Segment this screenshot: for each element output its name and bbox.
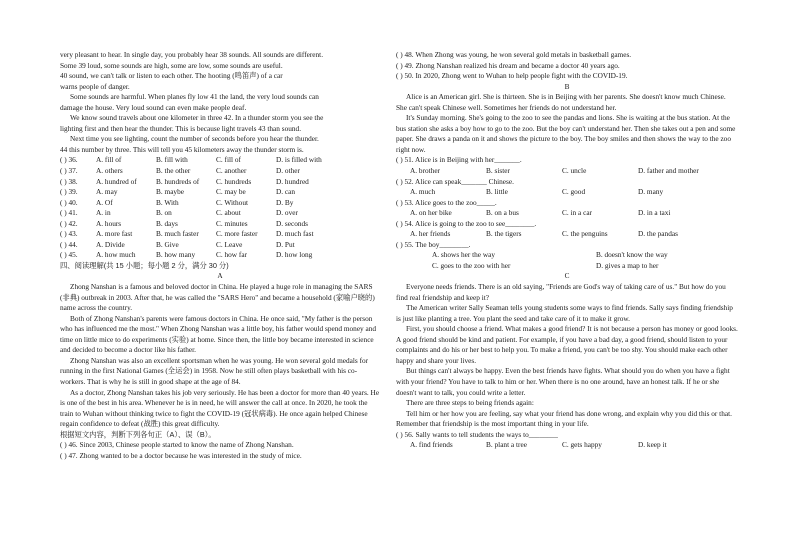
passage-c-paragraph: But things can't always be happy. Even the best friends have fights. What should you do when you have a fight with your friend? You have to talk to him or her. When there is no one around, have an honest talk. If he or she doesn't want to talk, you could write a letter. <box>396 366 730 397</box>
option: D. hundred <box>276 176 309 186</box>
question-55-options-row1 <box>396 250 738 261</box>
question-50: ( ) 50. In 2020, Zhong went to Wuhan to help people fight with the COVID-19. <box>396 71 628 81</box>
option: D. By <box>276 197 294 207</box>
option: C. may be <box>216 187 246 197</box>
option: C. minutes <box>216 218 248 228</box>
option: A. Divide <box>96 239 125 249</box>
option: B. sister <box>486 166 510 176</box>
cloze-option-row <box>60 155 380 166</box>
option: B. on <box>156 208 172 218</box>
option: D. many <box>638 187 664 197</box>
option: D. gives a map to her <box>596 260 659 270</box>
cloze-line: 44 this number by three. This will tell you 45 kilometers away the thunder storm is. <box>60 144 304 154</box>
passage-c-label: C <box>564 271 570 281</box>
option: B. hundreds of <box>156 176 200 186</box>
question-number: ( ) 37. <box>60 166 78 176</box>
option: B. maybe <box>156 187 184 197</box>
question-53: ( ) 53. Alice goes to the zoo_____. <box>396 197 497 207</box>
cloze-option-row <box>60 229 380 240</box>
question-number: ( ) 43. <box>60 229 78 239</box>
cloze-line: Some 39 loud, some sounds are high, some are low, some sounds are useful. <box>60 60 283 70</box>
option: D. Put <box>276 239 295 249</box>
option: C. good <box>562 187 586 197</box>
option: A. her friends <box>410 229 451 239</box>
question-48: ( ) 48. When Zhong was young, he won several gold metals in basketball games. <box>396 50 632 59</box>
question-55-options-row2 <box>396 261 738 272</box>
passage-a-paragraph: As a doctor, Zhong Nanshan takes his job very seriously. He has been a doctor for more than 40 years. He is one of the best in his area. Whenever he is in need, he will answer the call at once. In 2020, he took the train to Wuhan without thinking twice to fight the COVID-19 (冠状病毒). He once again helped Chinese regain confidence to defeat (战胜) this great difficulty. <box>60 387 380 429</box>
question-number: ( ) 44. <box>60 239 78 249</box>
option: C. another <box>216 166 247 176</box>
cloze-option-row <box>60 208 380 219</box>
cloze-option-row <box>60 187 380 198</box>
question-number: ( ) 45. <box>60 250 78 260</box>
cloze-option-row <box>60 240 380 251</box>
cloze-line: Next time you see lighting, count the number of seconds before you hear the thunder. <box>70 134 319 144</box>
question-number: ( ) 40. <box>60 197 78 207</box>
option: B. fill with <box>156 155 188 165</box>
cloze-options <box>60 155 380 260</box>
passage-c-paragraph: The American writer Sally Seaman tells young students some ways to find friends. Sally says finding friendship is just like planting a tree. You plant the seed and take care of it to make it grow. <box>396 303 733 323</box>
option: B. the other <box>156 166 191 176</box>
cloze-option-row <box>60 177 380 188</box>
passage-a-paragraph: Zhong Nanshan was also an excellent sportsman when he was young. He won several gold medals for running in the first National Games (全运会) in 1958. Now he still often plays basketball with his co-workers. That is why he is still in good shape at the age of 84. <box>60 355 369 386</box>
option: B. With <box>156 197 179 207</box>
cloze-line: very pleasant to hear. In single day, you probably hear 38 sounds. All sounds are different. <box>60 50 324 59</box>
left-column <box>60 50 380 461</box>
question-number: ( ) 41. <box>60 208 78 218</box>
option: A. more fast <box>96 229 133 239</box>
option: B. much faster <box>156 229 199 239</box>
option: A. Of <box>96 197 113 207</box>
option: D. is filled with <box>276 155 322 165</box>
question-52-options <box>396 187 738 198</box>
option: A. in <box>96 208 111 218</box>
option: A. find friends <box>410 440 453 450</box>
option: A. how much <box>96 250 136 260</box>
cloze-option-row <box>60 166 380 177</box>
option: C. the penguins <box>562 229 608 239</box>
option: A. hundred of <box>96 176 137 186</box>
option: D. seconds <box>276 218 309 228</box>
question-56: ( ) 56. Sally wants to tell students the ways to________ <box>396 429 558 439</box>
option: A. fill of <box>96 155 122 165</box>
option: D. keep it <box>638 440 667 450</box>
cloze-line: Some sounds are harmful. When planes fly low 41 the land, the very loud sounds can <box>70 92 319 102</box>
option: C. in a car <box>562 208 592 218</box>
cloze-option-row <box>60 219 380 230</box>
passage-c-paragraph: There are three steps to being friends again: <box>406 398 534 408</box>
question-53-options <box>396 208 738 219</box>
passage-b-paragraph: Alice is an American girl. She is thirteen. She is in Beijing with her parents. She doesn't know much Chinese. She can't speak Chinese well. Sometimes her friends do not understand her. <box>396 92 726 112</box>
passage-a-paragraph: Zhong Nanshan is a famous and beloved doctor in China. He played a huge role in managing the SARS (非典) outbreak in 2003. After that, he was called the "SARS Hero" and became a household (家喻户晓的) name across the country. <box>60 282 375 313</box>
option: D. can <box>276 187 296 197</box>
option: C. Leave <box>216 239 243 249</box>
cloze-line: 40 sound, we can't talk or listen to each other. The hooting (鸣笛声) of a car <box>60 71 283 81</box>
option: A. brother <box>410 166 440 176</box>
option: D. much fast <box>276 229 314 239</box>
section-title: 四、阅读理解(共 15 小题；每小题 2 分，满分 30 分) <box>60 260 229 270</box>
passage-c <box>396 282 738 430</box>
passage-a-label: A <box>217 271 223 281</box>
option: D. in a taxi <box>638 208 671 218</box>
option: B. little <box>486 187 508 197</box>
option: B. how many <box>156 250 196 260</box>
option: C. goes to the zoo with her <box>432 260 511 270</box>
option: C. about <box>216 208 241 218</box>
option: D. over <box>276 208 298 218</box>
question-51-options <box>396 166 738 177</box>
option: D. other <box>276 166 300 176</box>
option: A. much <box>410 187 436 197</box>
judge-instruction: 根据短文内容，判断下列各句正（A）、误（B）。 <box>60 429 216 439</box>
option: A. hours <box>96 218 122 228</box>
passage-c-paragraph: Tell him or her how you are feeling, say what your friend has done wrong, and explain why you did this or that. Remember that friendship is the most important thing in your life. <box>396 408 732 429</box>
cloze-option-row <box>60 198 380 209</box>
cloze-option-row <box>60 250 380 261</box>
option: D. father and mother <box>638 166 699 176</box>
option: C. hundreds <box>216 176 252 186</box>
passage-c-paragraph: First, you should choose a friend. What makes a good friend? It is not because a person has money or good looks. A good friend should be kind and patient. For example, if you have a bad day, a good friend, should listen to your complaints and do his or her best to help you. To make a friend, you can't be too shy. You should make each other happy and share your lives. <box>396 324 738 365</box>
option: B. Give <box>156 239 179 249</box>
option: C. Without <box>216 197 249 207</box>
cloze-line: lighting first and then hear the thunder. This is because light travels 43 than sound. <box>60 123 302 133</box>
passage-b-label: B <box>564 81 570 91</box>
passage-a <box>60 282 380 430</box>
option: B. on a bus <box>486 208 519 218</box>
question-49: ( ) 49. Zhong Nanshan realized his dream and became a doctor 40 years ago. <box>396 60 620 70</box>
question-number: ( ) 39. <box>60 187 78 197</box>
passage-b-paragraph: It's Sunday morning. She's going to the zoo to see the pandas and lions. She is waiting at the bus station. At the bus station she asks a boy how to go to the zoo. But the boy can't understand her. Then she takes out a pen and some paper. She draws a panda on it and shows the picture to the boy. The boy smiles and then shows the way to the zoo right now. <box>396 113 736 154</box>
option: A. may <box>96 187 118 197</box>
question-number: ( ) 36. <box>60 155 78 165</box>
option: D. how long <box>276 250 313 260</box>
cloze-line: warns people of danger. <box>60 81 130 91</box>
question-55: ( ) 55. The boy________. <box>396 239 471 249</box>
option: C. fill of <box>216 155 241 165</box>
passage-c-paragraph: Everyone needs friends. There is an old saying, "Friends are God's way of taking care of us." But how do you find real friendship and keep it? <box>396 282 726 302</box>
question-number: ( ) 42. <box>60 218 78 228</box>
question-47: ( ) 47. Zhong wanted to be a doctor because he was interested in the study of mice. <box>60 450 302 460</box>
question-54-options <box>396 229 738 240</box>
option: A. shows her the way <box>432 250 496 260</box>
option: B. plant a tree <box>486 440 527 450</box>
cloze-line: We know sound travels about one kilometer in three 42. In a thunder storm you see the <box>70 113 324 123</box>
option: D. the pandas <box>638 229 678 239</box>
passage-b <box>396 92 738 155</box>
question-number: ( ) 38. <box>60 176 78 186</box>
option: B. doesn't know the way <box>596 250 668 260</box>
question-46: ( ) 46. Since 2003, Chinese people started to know the name of Zhong Nanshan. <box>60 440 294 450</box>
option: A. on her bike <box>410 208 452 218</box>
cloze-passage <box>60 50 380 155</box>
cloze-line: damage the house. Very loud sound can even make people deaf. <box>60 102 247 112</box>
right-column <box>396 50 738 451</box>
option: C. gets happy <box>562 440 602 450</box>
option: C. uncle <box>562 166 587 176</box>
option: B. the tigers <box>486 229 522 239</box>
option: A. others <box>96 166 123 176</box>
question-52: ( ) 52. Alice can speak_______ Chinese. <box>396 176 514 186</box>
option: C. how far <box>216 250 248 260</box>
passage-a-paragraph: Both of Zhong Nanshan's parents were famous doctors in China. He once said, "My father is the person who has influenced me the most." When Zhong Nanshan was a little boy, his father would spend money and time on little mice to do experiments (实验) at home. Since then, the little boy became interested in science and decided to become a doctor like his father. <box>60 313 377 355</box>
option: C. more faster <box>216 229 258 239</box>
question-56-options <box>396 440 738 451</box>
option: B. days <box>156 218 178 228</box>
question-54: ( ) 54. Alice is going to the zoo to see________. <box>396 218 537 228</box>
question-51: ( ) 51. Alice is in Beijing with her_______. <box>396 155 522 165</box>
